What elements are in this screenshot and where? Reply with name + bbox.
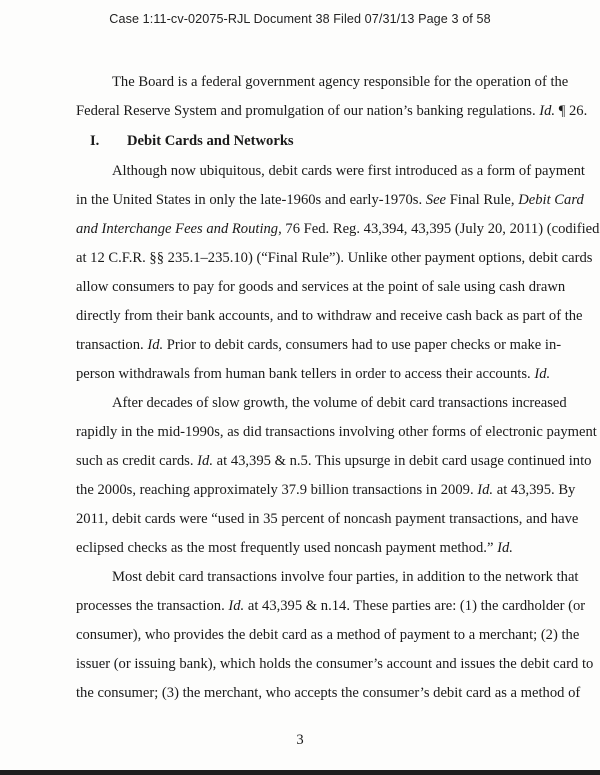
- section-title: Debit Cards and Networks: [127, 133, 294, 149]
- para3-line-4: issuer (or issuing bank), which holds the consumer’s account and issues the debit card to: [76, 656, 594, 672]
- para2-line-2: rapidly in the mid-1990s, as did transactions involving other forms of electronic payment: [76, 424, 597, 440]
- page-number: 3: [296, 732, 304, 748]
- para1-line-4: at 12 C.F.R. §§ 235.1–235.10) (“Final Rule”). Unlike other payment options, debit cards: [76, 250, 593, 266]
- para2-line-1: After decades of slow growth, the volume of debit card transactions increased: [112, 395, 567, 411]
- para1-line-6: directly from their bank accounts, and to withdraw and receive cash back as part of the: [76, 308, 583, 324]
- case-header: Case 1:11-cv-02075-RJL Document 38 Filed 07/31/13 Page 3 of 58: [109, 12, 491, 26]
- bottom-border: [0, 770, 600, 775]
- para1-line-8: person withdrawals from human bank tellers in order to access their accounts. Id.: [76, 366, 551, 382]
- para1-line-7: transaction. Id. Prior to debit cards, consumers had to use paper checks or make in-: [76, 337, 562, 353]
- para1-line-5: allow consumers to pay for goods and services at the point of sale using cash drawn: [76, 279, 566, 295]
- intro-line-1: The Board is a federal government agency responsible for the operation of the: [112, 74, 569, 90]
- para1-line-2: in the United States in only the late-1960s and early-1970s. See Final Rule, Debit Card: [76, 192, 584, 208]
- section-heading: [90, 133, 294, 150]
- para2-line-5: 2011, debit cards were “used in 35 percent of noncash payment transactions, and have: [76, 511, 579, 527]
- intro-line-2: Federal Reserve System and promulgation of our nation’s banking regulations. Id. ¶ 26.: [76, 103, 588, 119]
- para2-line-4: the 2000s, reaching approximately 37.9 billion transactions in 2009. Id. at 43,395. By: [76, 482, 576, 498]
- para2-line-6: eclipsed checks as the most frequently used noncash payment method.” Id.: [76, 540, 513, 556]
- para3-line-5: the consumer; (3) the merchant, who accepts the consumer’s debit card as a method of: [76, 685, 581, 701]
- para3-line-1: Most debit card transactions involve four parties, in addition to the network that: [112, 569, 579, 585]
- section-number: I.: [90, 133, 100, 149]
- para2-line-3: such as credit cards. Id. at 43,395 & n.5. This upsurge in debit card usage continued into: [76, 453, 592, 469]
- para3-line-2: processes the transaction. Id. at 43,395 & n.14. These parties are: (1) the cardholder (or: [76, 598, 586, 614]
- para3-line-3: consumer), who provides the debit card as a method of payment to a merchant; (2) the: [76, 627, 580, 643]
- para1-line-3: and Interchange Fees and Routing, 76 Fed. Reg. 43,394, 43,395 (July 20, 2011) (codified: [76, 221, 600, 237]
- para1-line-1: Although now ubiquitous, debit cards were first introduced as a form of payment: [112, 163, 585, 179]
